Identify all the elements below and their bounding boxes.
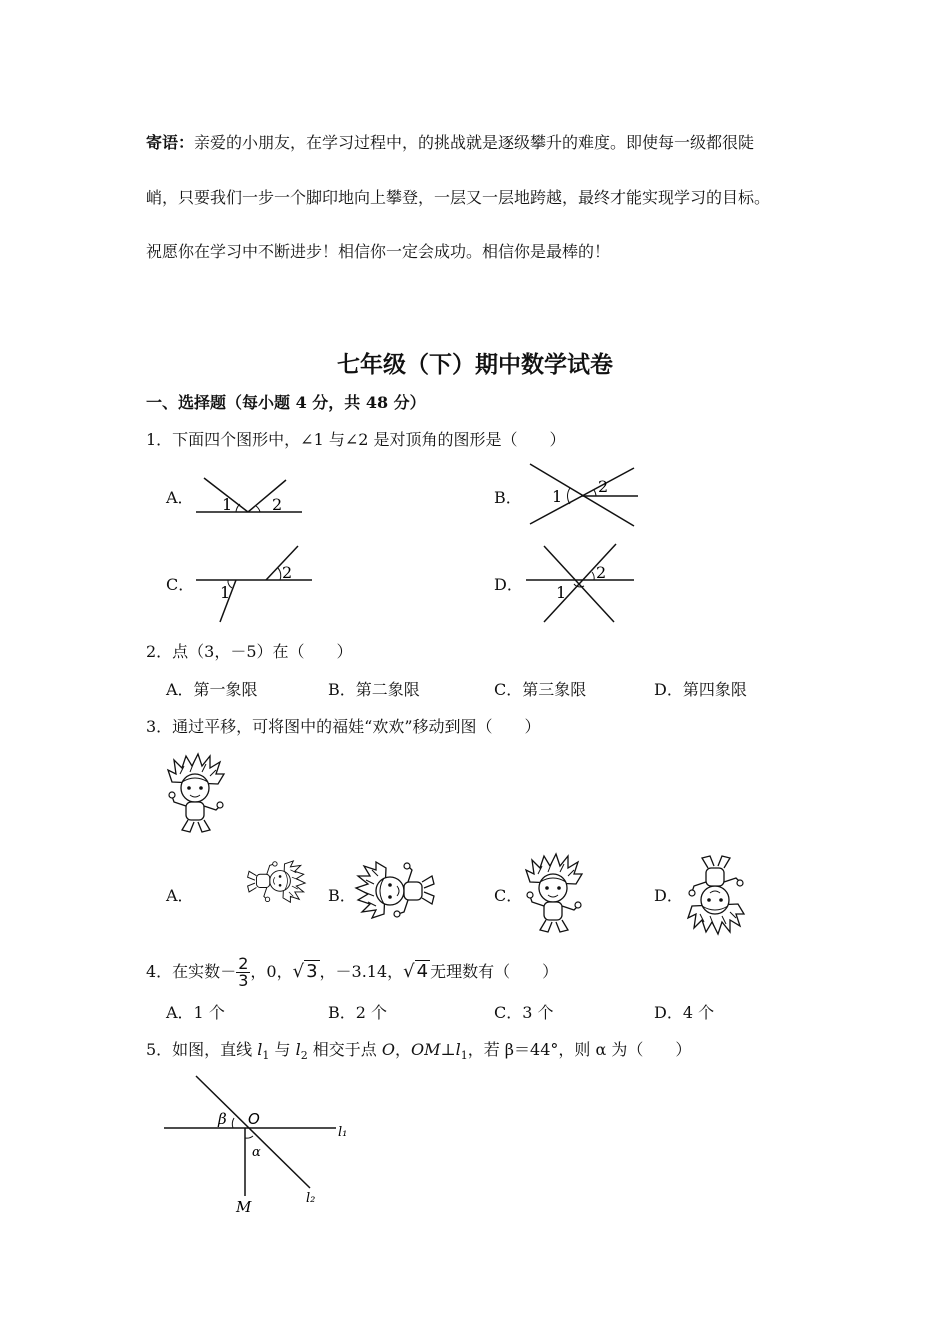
q1b-angle-1: 1 [552, 487, 563, 506]
q1-stem: 1．下面四个图形中，∠1 与∠2 是对顶角的图形是（ ） [146, 430, 566, 449]
q1-option-c: C． [166, 575, 195, 594]
q4-minus: － [220, 962, 237, 981]
q5-om: OM [411, 1040, 441, 1059]
intro-text-1: 亲爱的小朋友，在学习过程中，的挑战就是逐级攀升的难度。即使每一级都很陡 [194, 133, 755, 152]
q5-text-1: 5．如图，直线 [146, 1040, 258, 1059]
q5-text-2: 与 [269, 1040, 296, 1059]
q1d-angle-1: 1 [556, 583, 567, 602]
q4-option-a: A．1 个 [166, 1003, 225, 1022]
q4-mid2: ，－3.14， [319, 962, 404, 981]
fuwa-option-b-figure [354, 860, 438, 922]
q2-stem: 2．点（3，－5）在（ ） [146, 642, 353, 661]
q1-figure-c [194, 542, 314, 624]
q4-prefix: 4．在实数 [146, 962, 221, 981]
q4-frac-den: 3 [238, 971, 249, 990]
exam-title: 七年级（下）期中数学试卷 [337, 351, 613, 378]
q5-figure [164, 1072, 364, 1220]
q1c-angle-1: 1 [220, 583, 231, 602]
intro-line-2: 峭，只要我们一步一个脚印地向上攀登，一层又一层地跨越，最终才能实现学习的目标。 [146, 188, 771, 207]
q4-fraction [236, 956, 250, 989]
q5-fig-alpha: α [252, 1145, 261, 1160]
q3-stem: 3．通过平移，可将图中的福娃“欢欢”移动到图（ ） [146, 717, 541, 736]
q3-option-d: D． [654, 886, 683, 905]
q1-figure-b [526, 460, 641, 532]
intro-line-3: 祝愿你在学习中不断进步！相信你一定会成功。相信你是最棒的！ [146, 242, 611, 261]
intro-line-1 [146, 133, 754, 153]
q4-frac-num: 2 [238, 954, 249, 973]
q1-figure-a [190, 470, 310, 520]
q5-stem [146, 1040, 691, 1066]
q1-option-a: A． [166, 488, 194, 507]
q4-stem [146, 952, 558, 992]
q5-l1-sub-2: 1 [460, 1049, 468, 1063]
q5-text-4: ， [395, 1040, 412, 1059]
q5-fig-o: O [248, 1110, 260, 1128]
q1-option-d: D． [494, 575, 523, 594]
q4-option-c: C．3 个 [494, 1003, 554, 1022]
q3-option-c: C． [494, 886, 523, 905]
q2-option-b: B．第二象限 [328, 680, 420, 699]
fuwa-original-figure [164, 752, 226, 836]
fuwa-option-d-figure [684, 852, 746, 936]
q1-figure-d [524, 540, 636, 626]
q5-fig-beta: β [218, 1110, 227, 1128]
q1b-angle-2: 2 [598, 477, 609, 496]
q4-option-b: B．2 个 [328, 1003, 388, 1022]
q4-rad-4: 4 [416, 961, 429, 982]
q4-rad-3: 3 [306, 961, 318, 982]
q5-text-5: ，若 β＝44°，则 α 为（ ） [467, 1040, 692, 1059]
fuwa-option-c-figure [522, 852, 584, 936]
q4-sqrt-3: √ 3 [292, 961, 318, 982]
q1a-angle-1: 1 [222, 495, 233, 514]
q5-l2-letter: l [295, 1040, 301, 1059]
q3-option-a: A． [166, 886, 194, 905]
q5-fig-l2: l₂ [306, 1191, 316, 1206]
q3-option-b: B． [328, 886, 356, 905]
q2-option-d: D．第四象限 [654, 680, 747, 699]
q4-option-d: D．4 个 [654, 1003, 715, 1022]
q2-option-a: A．第一象限 [166, 680, 258, 699]
q5-fig-l1: l₁ [338, 1125, 348, 1140]
q4-sqrt-4: √ 4 [403, 961, 429, 982]
q5-l1-letter-2: l [455, 1040, 461, 1059]
fuwa-option-a-figure [196, 858, 280, 920]
q1c-angle-2: 2 [282, 563, 293, 582]
section-heading: 一、选择题（每小题 4 分，共 48 分） [146, 393, 426, 412]
q1a-angle-2: 2 [272, 495, 283, 514]
q4-mid1: ，0， [250, 962, 293, 981]
q5-l2-sub: 2 [300, 1049, 308, 1063]
q5-l1-sub: 1 [262, 1049, 270, 1063]
intro-label: 寄语： [146, 133, 195, 152]
q2-option-c: C．第三象限 [494, 680, 587, 699]
q5-fig-m: M [236, 1198, 252, 1216]
q1d-angle-2: 2 [596, 563, 607, 582]
q5-point-o: O [381, 1040, 396, 1059]
q1-option-b: B． [494, 488, 522, 507]
q5-perp: ⊥ [440, 1040, 456, 1059]
q5-text-3: 相交于点 [307, 1040, 382, 1059]
q5-l1-letter: l [257, 1040, 263, 1059]
q4-suffix: 无理数有（ ） [430, 962, 559, 981]
